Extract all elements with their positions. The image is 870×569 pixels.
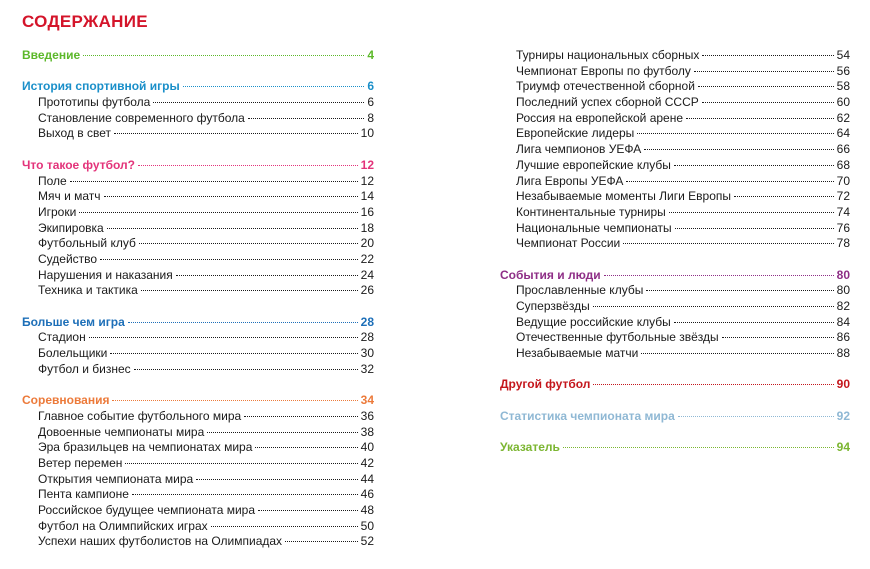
dot-leader: [211, 526, 358, 527]
dot-leader: [702, 102, 834, 103]
toc-entry-title: Незабываемые моменты Лиги Европы: [516, 189, 731, 204]
dot-leader: [244, 416, 357, 417]
page-number: 44: [360, 471, 374, 486]
toc-section-heading[interactable]: [500, 409, 850, 425]
toc-entry[interactable]: [22, 205, 374, 221]
toc-entry-title: Лучшие европейские клубы: [516, 157, 671, 172]
toc-entry[interactable]: [500, 158, 850, 174]
page-title: СОДЕРЖАНИЕ: [22, 12, 148, 31]
toc-entry[interactable]: [22, 221, 374, 237]
page-number: 56: [836, 63, 850, 78]
toc-entry[interactable]: [500, 64, 850, 80]
page-number: 88: [836, 346, 850, 361]
page-number: 62: [836, 110, 850, 125]
dot-leader: [112, 400, 357, 401]
page-number: 18: [360, 220, 374, 235]
toc-entry-title: Довоенные чемпионаты мира: [38, 424, 205, 439]
toc-entry-title: Указатель: [500, 440, 560, 455]
toc-entry-title: Поле: [38, 173, 67, 188]
toc-entry[interactable]: [22, 189, 374, 205]
toc-entry-title: Экипировка: [38, 220, 104, 235]
page-number: 22: [360, 251, 374, 266]
toc-entry-title: Российское будущее чемпионата мира: [38, 502, 256, 517]
page-number: 94: [836, 440, 850, 455]
toc-entry[interactable]: [22, 362, 374, 378]
toc-entry[interactable]: [22, 503, 374, 519]
toc-entry-title: Прославленные клубы: [516, 283, 644, 298]
toc-entry[interactable]: [500, 48, 850, 64]
toc-entry[interactable]: [22, 283, 374, 299]
dot-leader: [138, 165, 358, 166]
dot-leader: [563, 447, 834, 448]
page-number: 32: [360, 361, 374, 376]
dot-leader: [641, 353, 833, 354]
toc-entry[interactable]: [22, 409, 374, 425]
page-number: 40: [360, 440, 374, 455]
dot-leader: [141, 290, 358, 291]
toc-left-column: [22, 48, 374, 550]
page-number: 28: [360, 330, 374, 345]
toc-entry-title: Отечественные футбольные звёзды: [516, 330, 719, 345]
toc-entry-title: Прототипы футбола: [38, 95, 151, 110]
page-number: 38: [360, 424, 374, 439]
toc-entry-title: Выход в свет: [38, 126, 111, 141]
toc-entry-title: Суперзвёзды: [516, 299, 590, 313]
dot-leader: [669, 212, 834, 213]
toc-section-heading[interactable]: [22, 79, 374, 95]
toc-entry[interactable]: [500, 346, 850, 362]
toc-section-heading[interactable]: [500, 440, 850, 456]
toc-entry-title: Ведущие российские клубы: [516, 314, 671, 329]
page-number: 66: [836, 142, 850, 157]
toc-entry[interactable]: [500, 330, 850, 346]
page-number: 28: [360, 314, 374, 329]
toc-entry[interactable]: [22, 126, 374, 142]
toc-entry[interactable]: [22, 456, 374, 472]
dot-leader: [694, 71, 834, 72]
dot-leader: [132, 494, 358, 495]
dot-leader: [686, 118, 834, 119]
page-number: 12: [360, 157, 374, 172]
page-number: 74: [836, 204, 850, 219]
page-number: 52: [360, 534, 374, 549]
section-spacer: [22, 299, 374, 315]
dot-leader: [678, 416, 834, 417]
toc-entry[interactable]: [22, 95, 374, 111]
toc-entry-title: Россия на европейской арене: [516, 110, 684, 125]
dot-leader: [644, 149, 833, 150]
toc-entry[interactable]: [500, 126, 850, 142]
toc-entry[interactable]: [22, 534, 374, 550]
dot-leader: [176, 275, 358, 276]
toc-section-heading[interactable]: [22, 393, 374, 409]
dot-leader: [125, 463, 357, 464]
section-spacer: [500, 252, 850, 268]
toc-entry[interactable]: [22, 346, 374, 362]
dot-leader: [674, 165, 834, 166]
toc-entry-title: История спортивной игры: [22, 79, 180, 94]
page-number: 68: [836, 157, 850, 172]
toc-entry-title: Успехи наших футболистов на Олимпиадах: [38, 534, 283, 549]
dot-leader: [674, 322, 834, 323]
toc-entry[interactable]: [22, 174, 374, 190]
dot-leader: [114, 133, 358, 134]
toc-entry-title: Турниры национальных сборных: [516, 48, 700, 62]
dot-leader: [153, 102, 364, 103]
toc-entry[interactable]: [22, 268, 374, 284]
toc-entry-title: Мяч и матч: [38, 189, 101, 204]
dot-leader: [734, 196, 834, 197]
page-number: 50: [360, 518, 374, 533]
page-number: 64: [836, 126, 850, 141]
page-number: 46: [360, 487, 374, 502]
dot-leader: [593, 384, 833, 385]
toc-entry-title: Эра бразильцев на чемпионатах мира: [38, 440, 253, 455]
dot-leader: [258, 510, 358, 511]
page-number: 76: [836, 220, 850, 235]
page-number: 80: [836, 283, 850, 298]
toc-entry[interactable]: [22, 440, 374, 456]
toc-entry[interactable]: [500, 189, 850, 205]
toc-section-heading[interactable]: [22, 158, 374, 174]
dot-leader: [207, 432, 357, 433]
toc-entry-title: Лига Европы УЕФА: [516, 173, 624, 188]
dot-leader: [183, 86, 365, 87]
toc-entry-title: Открытия чемпионата мира: [38, 471, 194, 486]
toc-entry[interactable]: [500, 79, 850, 95]
dot-leader: [646, 290, 833, 291]
page-number: 30: [360, 346, 374, 361]
page-number: 6: [367, 79, 374, 94]
toc-entry-title: Футбол и бизнес: [38, 361, 131, 376]
toc-entry-title: Болельщики: [38, 346, 108, 361]
dot-leader: [79, 212, 357, 213]
toc-entry-title: Пента кампионе: [38, 487, 129, 502]
dot-leader: [285, 541, 358, 542]
page-number: 24: [360, 267, 374, 282]
page-number: 14: [360, 189, 374, 204]
toc-entry-title: Стадион: [38, 330, 86, 345]
page-number: 42: [360, 455, 374, 470]
toc-entry[interactable]: [22, 519, 374, 535]
page-number: 26: [360, 283, 374, 298]
dot-leader: [134, 369, 358, 370]
toc-entry-title: Введение: [22, 48, 81, 62]
page-number: 84: [836, 314, 850, 329]
page-number: 90: [836, 377, 850, 392]
toc-section-heading[interactable]: [22, 48, 374, 64]
toc-entry[interactable]: [500, 111, 850, 127]
toc-entry[interactable]: [22, 330, 374, 346]
toc-entry[interactable]: [500, 315, 850, 331]
dot-leader: [70, 181, 358, 182]
dot-leader: [637, 133, 833, 134]
toc-entry-title: Последний успех сборной СССР: [516, 95, 699, 110]
toc-entry-title: Что такое футбол?: [22, 157, 135, 172]
toc-entry-title: Лига чемпионов УЕФА: [516, 142, 642, 157]
page-number: 36: [360, 408, 374, 423]
toc-entry-title: Техника и тактика: [38, 283, 138, 298]
toc-entry-title: Соревнования: [22, 393, 110, 408]
toc-entry[interactable]: [22, 487, 374, 503]
dot-leader: [722, 337, 834, 338]
page-number: 82: [836, 299, 850, 313]
dot-leader: [83, 55, 364, 56]
toc-entry-title: Другой футбол: [500, 377, 591, 392]
page-number: 80: [836, 267, 850, 282]
toc-entry[interactable]: [500, 205, 850, 221]
toc-entry-title: Нарушения и наказания: [38, 267, 173, 282]
toc-section-heading[interactable]: [500, 377, 850, 393]
page-number: 86: [836, 330, 850, 345]
page-number: 60: [836, 95, 850, 110]
toc-entry-title: Судейство: [38, 251, 98, 266]
dot-leader: [604, 275, 834, 276]
page-number: 54: [836, 48, 850, 62]
toc-section-heading[interactable]: [22, 315, 374, 331]
toc-entry[interactable]: [500, 95, 850, 111]
toc-entry-title: Континентальные турниры: [516, 204, 666, 219]
dot-leader: [139, 243, 358, 244]
toc-right-column: [500, 48, 850, 456]
section-spacer: [22, 142, 374, 158]
dot-leader: [623, 243, 833, 244]
toc-entry-title: Европейские лидеры: [516, 126, 635, 141]
toc-entry[interactable]: [500, 236, 850, 252]
dot-leader: [110, 353, 357, 354]
toc-entry-title: Футбольный клуб: [38, 236, 136, 251]
toc-entry-title: Игроки: [38, 204, 77, 219]
dot-leader: [698, 86, 834, 87]
toc-entry[interactable]: [22, 236, 374, 252]
page-number: 4: [367, 48, 374, 62]
dot-leader: [255, 447, 357, 448]
toc-entry[interactable]: [500, 142, 850, 158]
toc-entry-title: Статистика чемпионата мира: [500, 408, 675, 423]
page-number: 34: [360, 393, 374, 408]
page-number: 6: [367, 95, 374, 110]
page-number: 78: [836, 236, 850, 251]
toc-entry-title: Больше чем игра: [22, 314, 125, 329]
page-number: 10: [360, 126, 374, 141]
page-number: 8: [367, 110, 374, 125]
dot-leader: [104, 196, 358, 197]
toc-entry-title: Ветер перемен: [38, 455, 123, 470]
page-number: 16: [360, 204, 374, 219]
toc-entry[interactable]: [500, 299, 850, 315]
toc-entry-title: Триумф отечественной сборной: [516, 79, 695, 94]
dot-leader: [248, 118, 365, 119]
toc-entry[interactable]: [500, 221, 850, 237]
toc-entry[interactable]: [22, 111, 374, 127]
toc-entry-title: Чемпионат России: [516, 236, 621, 251]
page-number: 20: [360, 236, 374, 251]
toc-entry[interactable]: [22, 425, 374, 441]
toc-entry-title: Чемпионат Европы по футболу: [516, 63, 691, 78]
dot-leader: [100, 259, 358, 260]
toc-entry-title: Незабываемые матчи: [516, 346, 639, 361]
page-number: 72: [836, 189, 850, 204]
toc-entry-title: Главное событие футбольного мира: [38, 408, 242, 423]
page-number: 70: [836, 173, 850, 188]
toc-entry[interactable]: [22, 472, 374, 488]
toc-entry[interactable]: [500, 174, 850, 190]
dot-leader: [702, 55, 833, 56]
toc-entry[interactable]: [22, 252, 374, 268]
toc-entry-title: Становление современного футбола: [38, 110, 245, 125]
toc-section-heading[interactable]: [500, 268, 850, 284]
page-number: 58: [836, 79, 850, 94]
dot-leader: [593, 306, 834, 307]
section-spacer: [22, 64, 374, 80]
section-spacer: [22, 377, 374, 393]
toc-entry-title: События и люди: [500, 267, 601, 282]
section-spacer: [500, 362, 850, 378]
dot-leader: [196, 479, 357, 480]
toc-entry-title: Футбол на Олимпийских играх: [38, 518, 208, 533]
section-spacer: [500, 393, 850, 409]
page-number: 92: [836, 408, 850, 423]
dot-leader: [89, 337, 358, 338]
dot-leader: [128, 322, 358, 323]
page-number: 48: [360, 502, 374, 517]
dot-leader: [626, 181, 833, 182]
toc-entry-title: Национальные чемпионаты: [516, 220, 672, 235]
dot-leader: [107, 228, 358, 229]
page-number: 12: [360, 173, 374, 188]
section-spacer: [500, 425, 850, 441]
dot-leader: [675, 228, 834, 229]
toc-entry[interactable]: [500, 283, 850, 299]
